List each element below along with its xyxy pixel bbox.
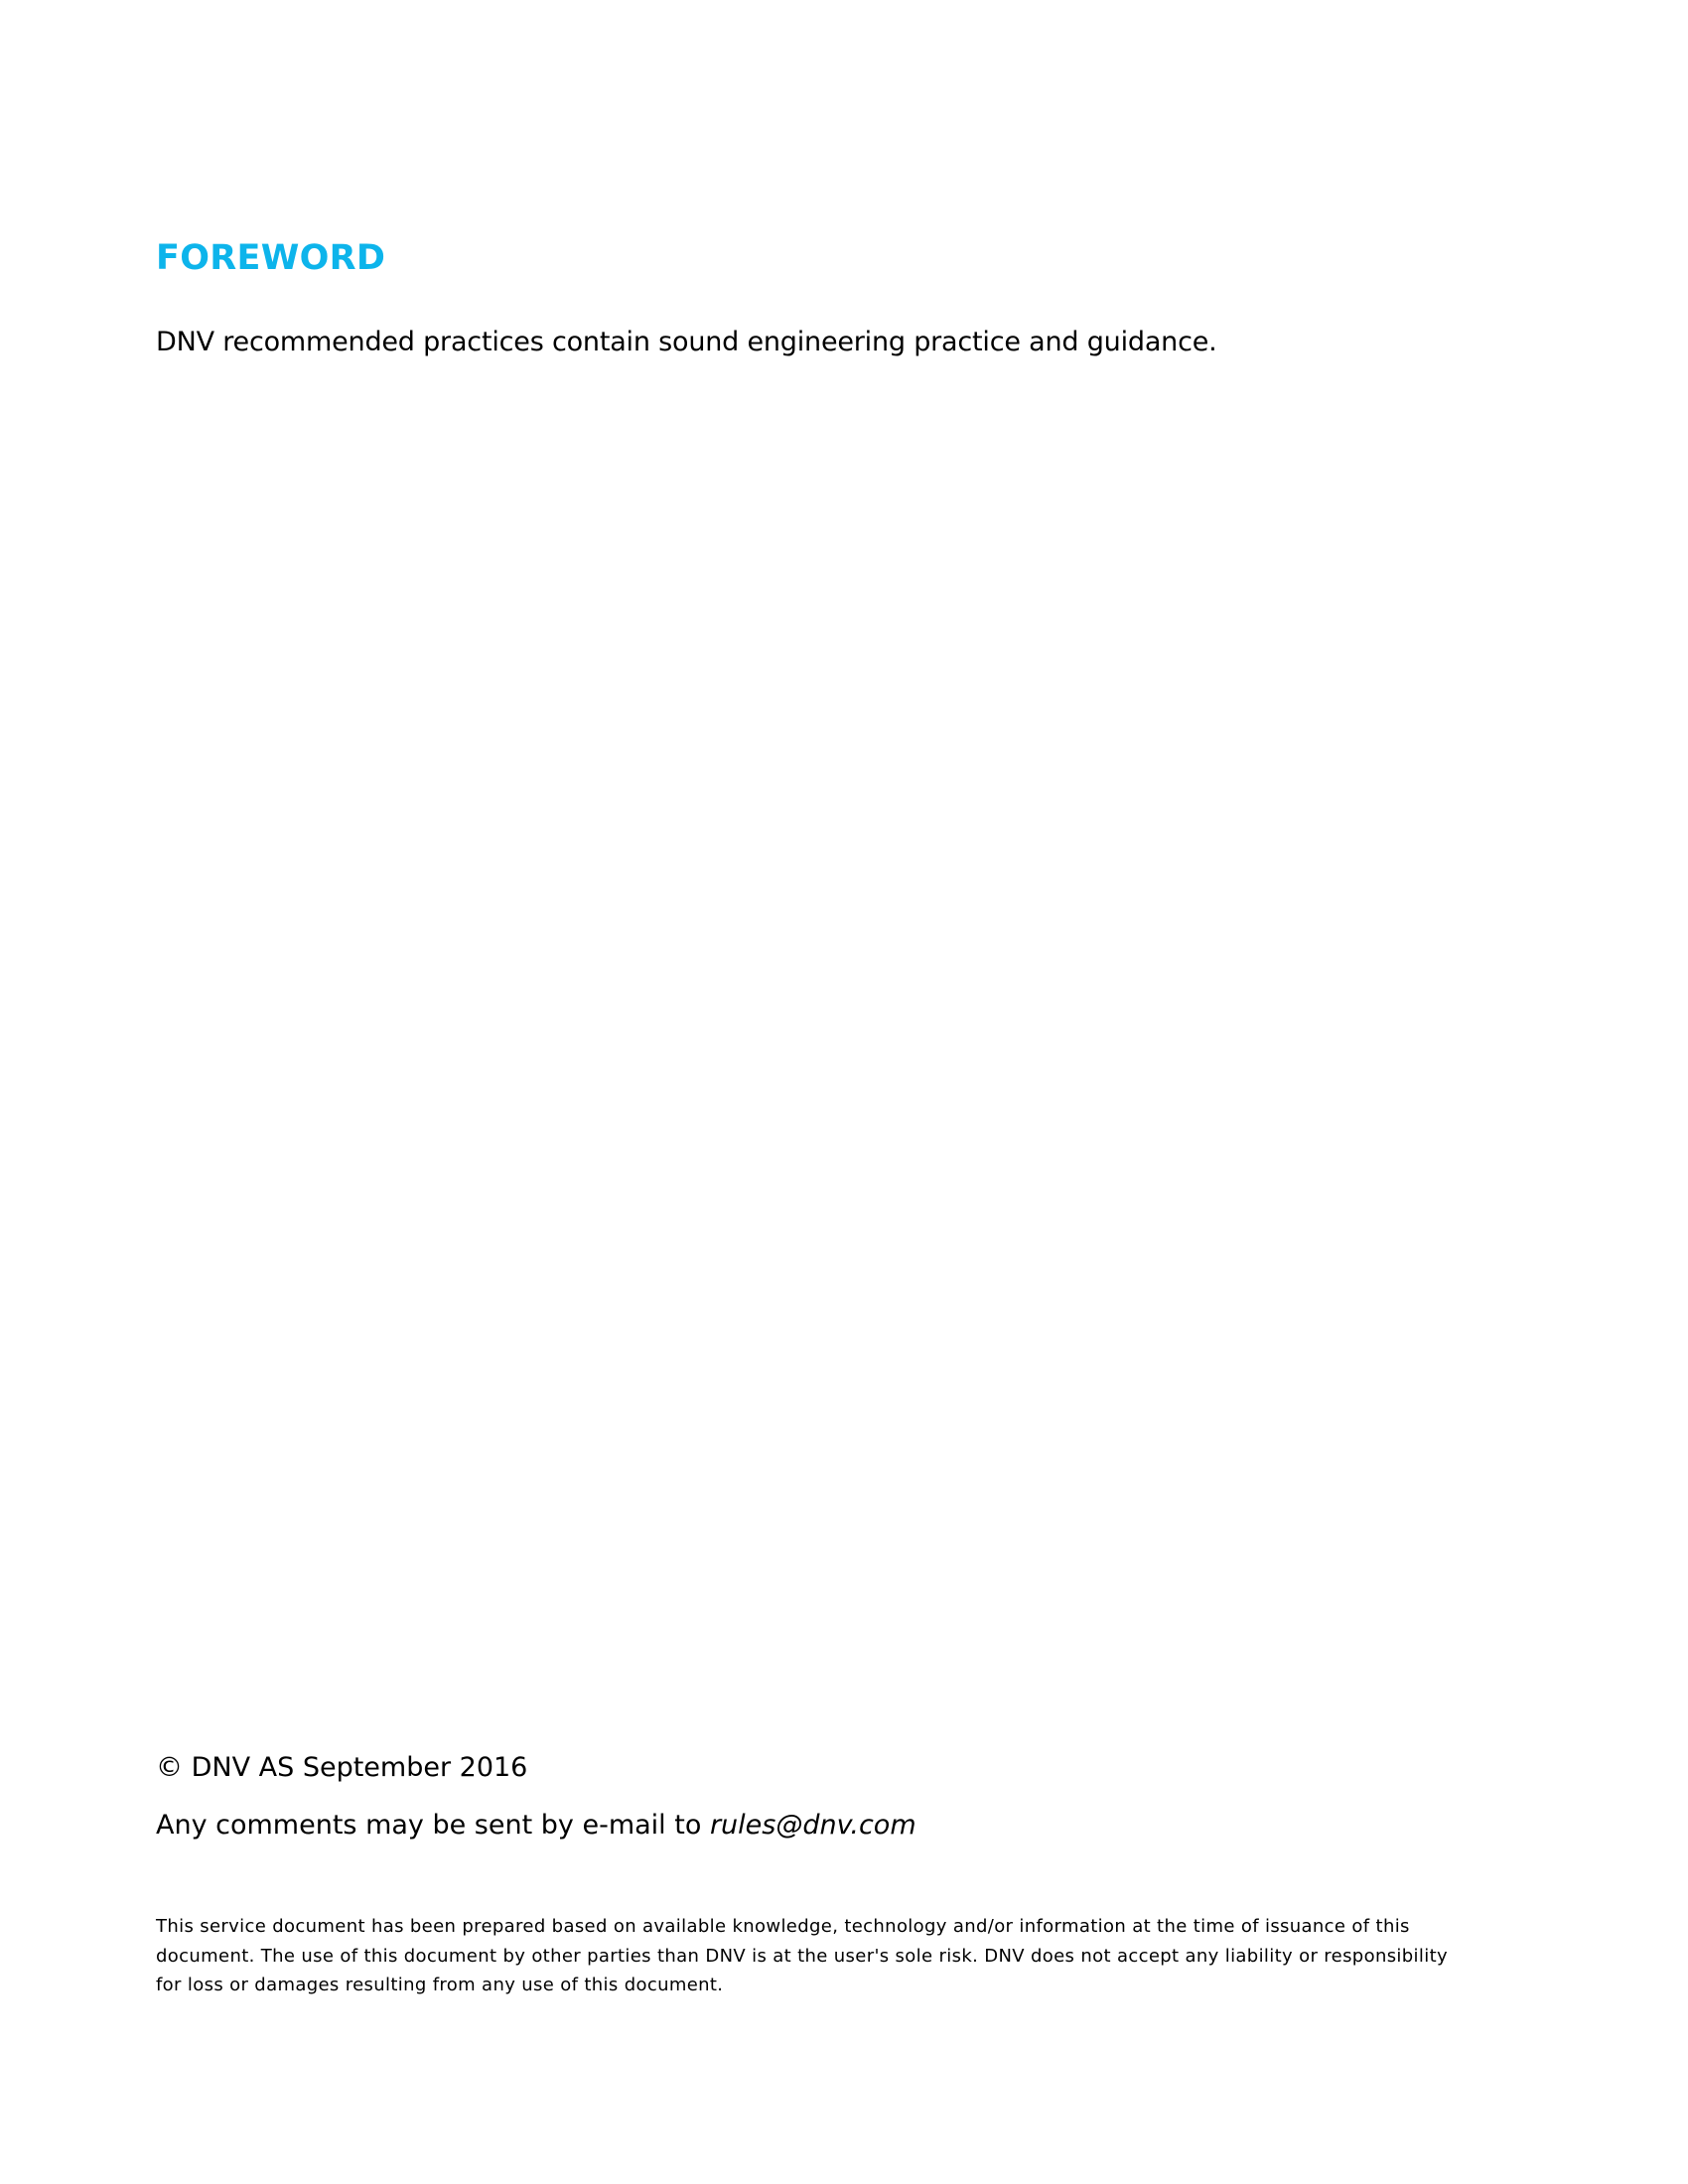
comments-notice bbox=[156, 1806, 916, 1845]
disclaimer-line: document. The use of this document by other parties than DNV is at the user's sole risk. DNV does not accept any liability or responsibility bbox=[156, 1945, 1449, 1967]
page-title: FOREWORD bbox=[156, 238, 386, 278]
email-link[interactable]: rules@dnv.com bbox=[709, 1810, 916, 1841]
disclaimer-line: for loss or damages resulting from any use of this document. bbox=[156, 1975, 724, 1995]
copyright-notice: © DNV AS September 2016 bbox=[156, 1752, 528, 1783]
comments-prefix: Any comments may be sent by e-mail to bbox=[156, 1810, 710, 1841]
disclaimer-line: This service document has been prepared based on available knowledge, technology and/or information at the time of issuance of this bbox=[156, 1916, 1410, 1937]
foreword-intro-text: DNV recommended practices contain sound engineering practice and guidance. bbox=[156, 327, 1217, 357]
disclaimer bbox=[156, 1912, 1448, 2000]
